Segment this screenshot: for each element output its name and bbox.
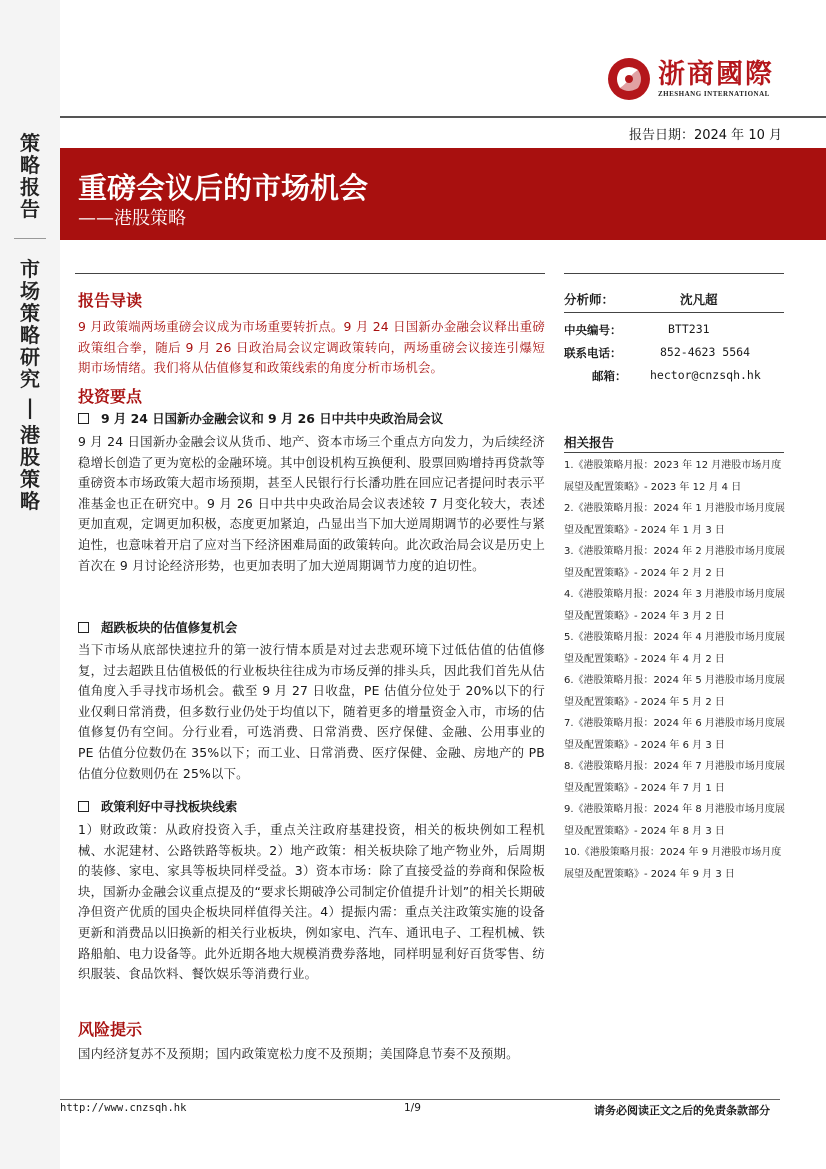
report-date: 报告日期：2024 年 10 月 [628,128,782,143]
related-report-item[interactable]: 2.《港股策略月报：2024 年 1 月港股市场月度展望及配置策略》- 2024 年 1 月 3 日 [564,503,785,536]
side-char: 研 [20,345,40,369]
logo-text-en: ZHESHANG INTERNATIONAL [658,90,770,98]
report-subtitle: ——港股策略 [78,208,186,229]
related-report-item[interactable]: 1.《港股策略月报：2023 年 12 月港股市场月度展望及配置策略》- 2023 年 12 月 4 日 [564,460,782,493]
side-char: 股 [20,445,40,469]
side-char: 港 [20,423,40,447]
key-point-heading [78,409,443,427]
sidebar-rule [564,312,784,313]
side-char: 场 [20,279,40,303]
checkbox-bullet-icon [78,413,89,424]
related-report-item[interactable]: 4.《港股策略月报：2024 年 3 月港股市场月度展望及配置策略》- 2024 年 3 月 2 日 [564,589,785,622]
footer-rule [60,1099,780,1100]
side-char: 策 [20,301,40,325]
side-char: 策 [20,467,40,491]
related-report-item[interactable]: 9.《港股策略月报：2024 年 8 月港股市场月度展望及配置策略》- 2024 年 8 月 3 日 [564,804,785,837]
related-report-item[interactable]: 5.《港股策略月报：2024 年 4 月港股市场月度展望及配置策略》- 2024 年 4 月 2 日 [564,632,785,665]
main-top-rule [75,273,545,274]
side-char: 告 [20,197,40,221]
analyst-email-value[interactable]: hector@cnzsqh.hk [650,368,761,382]
side-char: 略 [20,489,40,513]
risk-text: 国内经济复苏不及预期；国内政策宽松力度不及预期；美国降息节奏不及预期。 [78,1046,519,1061]
related-reports-rule [564,452,784,453]
analyst-name: 沈凡超 [680,292,718,307]
company-logo [606,56,774,102]
footer-url-link[interactable]: http://www.cnzsqh.hk [60,1102,187,1114]
analyst-phone-label: 联系电话： [564,346,622,360]
side-label-report-type [0,132,60,220]
side-label-category [0,258,60,512]
side-char: 略 [20,323,40,347]
checkbox-bullet-icon [78,622,89,633]
checkbox-bullet-icon [78,801,89,812]
related-report-item[interactable]: 10.《港股策略月报：2024 年 9 月港股市场月度展望及配置策略》- 2024 年 9 月 3 日 [564,847,782,880]
key-points-title: 投资要点 [78,387,143,406]
analyst-phone-value: 852-4623 5564 [660,345,751,359]
related-report-item[interactable]: 6.《港股策略月报：2024 年 5 月港股市场月度展望及配置策略》- 2024 年 5 月 2 日 [564,675,785,708]
key-point-heading-text: 超跌板块的估值修复机会 [101,620,238,635]
logo-mark-icon [606,56,652,102]
header-rule [60,116,826,118]
key-point-text: 1）财政政策：从政府投资入手，重点关注政府基建投资，相关的板块例如工程机械、水泥建材、公路铁路等板块。2）地产政策：相关板块除了地产物业外，后周期的装修、家电、家具等板块同样受益。3）资本市场：除了直接受益的券商和保险板块，国新办金融会议重点提及的“要求长期破净公司制定价值提升计划”的相关长期破净但资产优质的国央企板块同样值得关注。4）提振内需：重点关注政策实施的设备更新和消费品以旧换新的相关行业板块，例如家电、汽车、通讯电子、工程机械、铁路船舶、电力设备等。此外近期各地大规模消费券落地，同样明显利好百货零售、纺织服装、食品饮料、餐饮娱乐等消费行业。 [78,822,545,982]
related-report-item[interactable]: 7.《港股策略月报：2024 年 6 月港股市场月度展望及配置策略》- 2024 年 6 月 3 日 [564,718,785,751]
sidebar-top-rule [564,273,784,274]
key-point-heading [78,797,237,815]
key-point-heading-text: 9 月 24 日国新办金融会议和 9 月 26 日中共中央政治局会议 [101,411,444,426]
side-char: 报 [20,175,40,199]
side-char: | [26,395,34,419]
side-char: 策 [20,131,40,155]
related-report-item[interactable]: 3.《港股策略月报：2024 年 2 月港股市场月度展望及配置策略》- 2024 年 2 月 2 日 [564,546,785,579]
logo-text-cn: 浙商國際 [658,59,774,90]
intro-title: 报告导读 [78,291,143,310]
side-divider [14,238,46,239]
intro-text: 9 月政策端两场重磅会议成为市场重要转折点。9 月 24 日国新办金融会议释出重磅政策组合拳，随后 9 月 26 日政治局会议定调政策转向，两场重磅会议接连引爆短期市场情绪。我们将从估值修复和政策线索的角度分析市场机会。 [78,319,545,376]
report-title: 重磅会议后的市场机会 [78,171,369,205]
page-number: 1/9 [404,1102,421,1114]
related-reports-title: 相关报告 [564,435,615,450]
key-point-heading [78,618,237,636]
title-banner [60,148,826,240]
key-point-heading-text: 政策利好中寻找板块线索 [101,799,238,814]
side-char: 究 [20,367,40,391]
disclaimer-note: 请务必阅读正文之后的免责条款部分 [594,1104,770,1117]
analyst-id-value: BTT231 [668,322,710,336]
analyst-email-label: 邮箱： [592,369,627,383]
key-point-text: 9 月 24 日国新办金融会议从货币、地产、资本市场三个重点方向发力，为后续经济稳增长创造了更为宽松的金融环境。其中创设机构互换便利、股票回购增持再贷款等重磅资本市场政策大超市场预期，甚至人民银行行长潘功胜在回应记者提问时表示平准基金也正在研究中。9 月 26 日中共中央政治局会议表述较 7 月变化较大，表述更加直观，定调更加积极，态度更加紧迫，凸显出当下加大逆周期调节的必要性与紧迫性，也意味着开启了应对当下经济困难局面的政策转向。此次政治局会议是历史上首次在 9 月讨论经济形势，也更加表明了加大逆周期调节力度的迫切性。 [78,434,545,573]
key-point-text: 当下市场从底部快速拉升的第一波行情本质是对过去悲观环境下过低估值的估值修复，过去超跌且估值极低的行业板块往往成为市场反弹的排头兵，因此我们首先从估值角度入手寻找市场机会。截至 9 月 27 日收盘，PE 估值分位处于 20%以下的行业仅剩日常消费，但多数行业仍处于均值以下，随着更多的增量资金入市，市场的估值修复仍有空间。分行业看，可选消费、日常消费、医疗保健、金融、公用事业的 PE 估值分位数仍在 35%以下；而工业、日常消费、医疗保健、金融、房地产的 PB 估值分位数则仍在 25%以下。 [78,642,545,781]
analyst-id-label: 中央编号： [564,323,622,337]
analyst-label: 分析师： [564,292,615,307]
side-char: 略 [20,153,40,177]
side-char: 市 [20,257,40,281]
related-report-item[interactable]: 8.《港股策略月报：2024 年 7 月港股市场月度展望及配置策略》- 2024 年 7 月 1 日 [564,761,785,794]
risk-title: 风险提示 [78,1020,143,1039]
